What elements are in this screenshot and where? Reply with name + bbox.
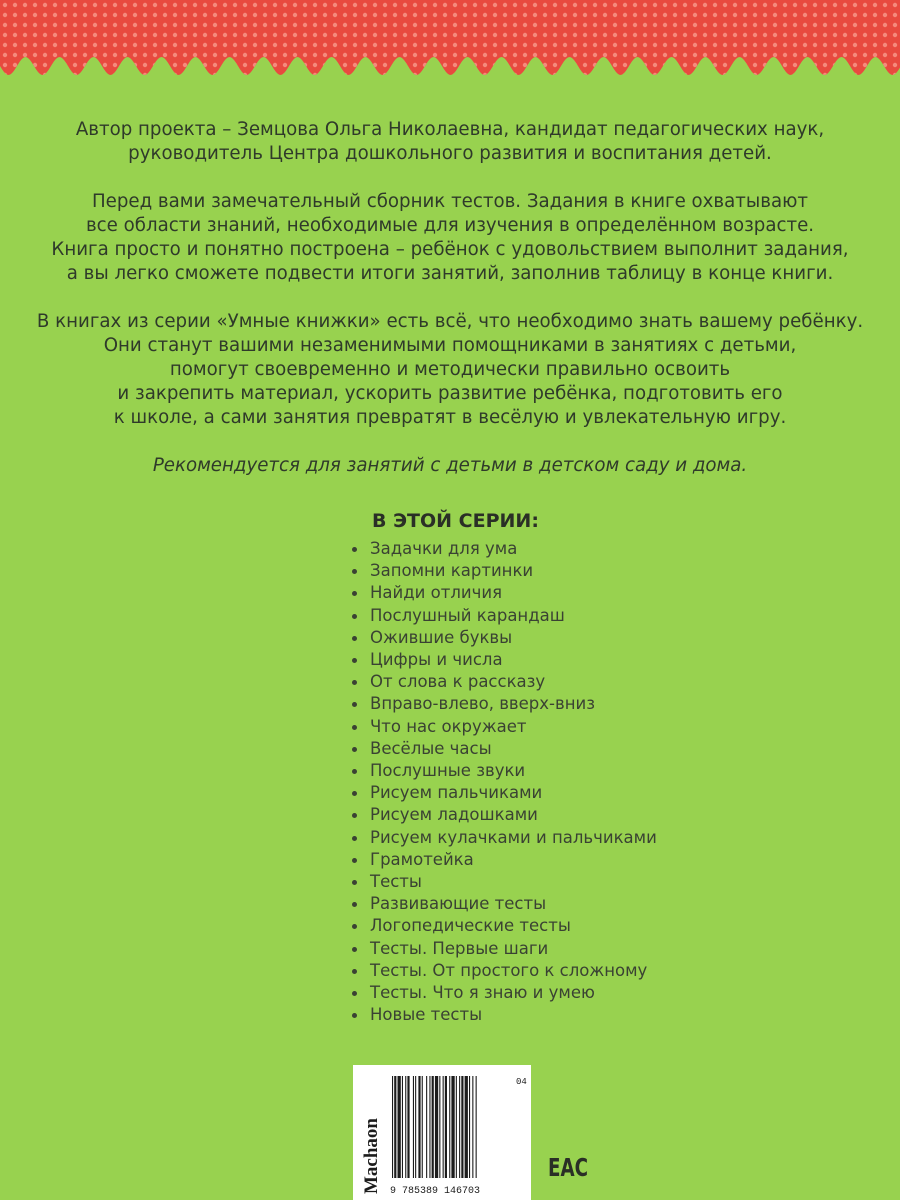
publisher-logo (358, 1072, 382, 1196)
series-item-label: Тесты. Первые шаги (370, 938, 549, 958)
barcode-bar (439, 1076, 440, 1178)
text-line: и закрепить материал, ускорить развитие ребёнка, подготовить его (117, 383, 783, 404)
bullet-dot (352, 702, 357, 707)
barcode-bar (415, 1076, 416, 1178)
series-list-item (340, 782, 880, 804)
description-paragraph (20, 190, 880, 286)
bullet-dot (352, 791, 357, 796)
bullet-dot (352, 1013, 357, 1018)
series-list-item (340, 960, 880, 982)
author-paragraph (20, 118, 880, 166)
series-item-label: Новые тесты (370, 1005, 483, 1025)
bullet-dot (352, 747, 357, 752)
bullet-dot (352, 591, 357, 596)
series-section (340, 510, 880, 1026)
series-list-item (340, 871, 880, 893)
series-item-label: Послушный карандаш (370, 605, 565, 625)
intro-text (0, 118, 900, 478)
barcode-bar (459, 1076, 460, 1178)
series-list-item (340, 760, 880, 782)
barcode-bar (429, 1076, 430, 1178)
series-list-item (340, 827, 880, 849)
series-list-item (340, 938, 880, 960)
barcode-bar (432, 1076, 434, 1178)
barcode-bar (407, 1076, 409, 1178)
series-list-item (340, 804, 880, 826)
text-line: Рекомендуется для занятий с детьми в детском саду и дома. (152, 455, 748, 476)
top-decorative-band (0, 0, 900, 95)
series-list-item (340, 671, 880, 693)
series-list-item (340, 738, 880, 760)
text-line: Книга просто и понятно построена – ребёнок с удовольствием выполнит задания, (51, 239, 849, 260)
bullet-dot (352, 858, 357, 863)
bullet-dot (352, 769, 357, 774)
bullet-dot (352, 969, 357, 974)
text-line: руководитель Центра дошкольного развития и воспитания детей. (128, 143, 772, 164)
barcode-bar (394, 1076, 396, 1178)
series-item-label: Цифры и числа (370, 650, 503, 670)
text-line: В книгах из серии «Умные книжки» есть всё, что необходимо знать вашему ребёнку. (36, 311, 864, 332)
text-line: а вы легко сможете подвести итоги занятий, заполнив таблицу в конце книги. (66, 263, 834, 284)
text-line: помогут своевременно и методически правильно освоить (169, 359, 731, 380)
series-item-label: Тесты (370, 872, 422, 892)
series-list-item (340, 693, 880, 715)
series-item-label: Рисуем ладошками (370, 805, 538, 825)
series-item-label: Рисуем пальчиками (370, 783, 543, 803)
barcode-bar (461, 1076, 463, 1178)
eac-text: EAC (548, 1153, 588, 1182)
barcode-bar (456, 1076, 457, 1178)
eac-mark (548, 1152, 588, 1180)
series-item-label: Грамотейка (370, 849, 474, 869)
text-line: Перед вами замечательный сборник тестов. Задания в книге охватывают (91, 191, 809, 212)
series-list-item (340, 627, 880, 649)
bullet-dot (352, 902, 357, 907)
series-list-item (340, 605, 880, 627)
publisher-name: Machaon (361, 1118, 382, 1194)
series-list-item (340, 982, 880, 1004)
series-list-item (340, 849, 880, 871)
bullet-dot (352, 813, 357, 818)
text-line: Автор проекта – Земцова Ольга Николаевна, кандидат педагогических наук, (75, 119, 825, 140)
bullet-dot (352, 658, 357, 663)
series-item-label: От слова к рассказу (370, 672, 546, 692)
series-paragraph (20, 310, 880, 430)
series-item-label: Тесты. Что я знаю и умею (370, 983, 595, 1003)
recommendation-text (20, 454, 880, 478)
text-line: все области знаний, необходимые для изучения в определённом возрасте. (85, 215, 815, 236)
series-list (340, 538, 880, 1026)
text-line: к школе, а сами занятия превратят в весёлую и увлекательную игру. (113, 407, 787, 428)
barcode-bar (443, 1076, 444, 1178)
barcode-bar (398, 1076, 401, 1178)
series-item-label: Логопедические тесты (370, 916, 571, 936)
barcode-bar (418, 1076, 420, 1178)
text-line: Они станут вашими незаменимыми помощниками в занятиях с детьми, (103, 335, 797, 356)
series-list-item (340, 582, 880, 604)
barcode-bar (392, 1076, 393, 1178)
series-item-label: Вправо-влево, вверх-вниз (370, 694, 595, 714)
barcode-bar (469, 1076, 470, 1178)
bullet-dot (352, 991, 357, 996)
series-item-label: Найди отличия (370, 583, 502, 603)
series-list-item (340, 538, 880, 560)
bullet-dot (352, 636, 357, 641)
bullet-dot (352, 947, 357, 952)
barcode-bar (465, 1076, 468, 1178)
barcode-bar (451, 1076, 454, 1178)
series-list-item (340, 915, 880, 937)
series-item-label: Развивающие тесты (370, 894, 547, 914)
series-item-label: Запомни картинки (370, 561, 534, 581)
series-item-label: Задачки для ума (370, 539, 518, 558)
series-item-label: Что нас окружает (370, 716, 527, 736)
barcode-bar (402, 1076, 403, 1178)
series-title: В ЭТОЙ СЕРИИ: (372, 510, 539, 532)
bullet-dot (352, 569, 357, 574)
barcode-bar (405, 1076, 406, 1178)
barcode-bar (445, 1076, 447, 1178)
barcode-bar (413, 1076, 414, 1178)
bullet-dot (352, 680, 357, 685)
bullet-dot (352, 614, 357, 619)
bullet-dot (352, 924, 357, 929)
bullet-dot (352, 547, 357, 552)
series-list-item (340, 649, 880, 671)
barcode-bar (422, 1076, 423, 1178)
barcode (388, 1072, 526, 1196)
barcode-bar (476, 1076, 477, 1178)
barcode-bar (426, 1076, 427, 1178)
series-list-item (340, 716, 880, 738)
series-item-label: Рисуем кулачками и пальчиками (370, 827, 657, 847)
series-list-item (340, 893, 880, 915)
barcode-bar (435, 1076, 438, 1178)
barcode-addon: 04 (516, 1077, 527, 1087)
series-list-item (340, 560, 880, 582)
series-item-label: Тесты. От простого к сложному (370, 960, 648, 980)
bullet-dot (352, 880, 357, 885)
series-item-label: Ожившие буквы (370, 627, 513, 647)
barcode-digits: 9 785389 146703 (390, 1186, 481, 1197)
series-item-label: Послушные звуки (370, 761, 526, 781)
series-item-label: Весёлые часы (370, 738, 492, 758)
barcode-bar (449, 1076, 450, 1178)
barcode-bar (472, 1076, 473, 1178)
bullet-dot (352, 836, 357, 841)
bullet-dot (352, 725, 357, 730)
barcode-bars (392, 1076, 477, 1178)
series-list-item (340, 1004, 880, 1026)
